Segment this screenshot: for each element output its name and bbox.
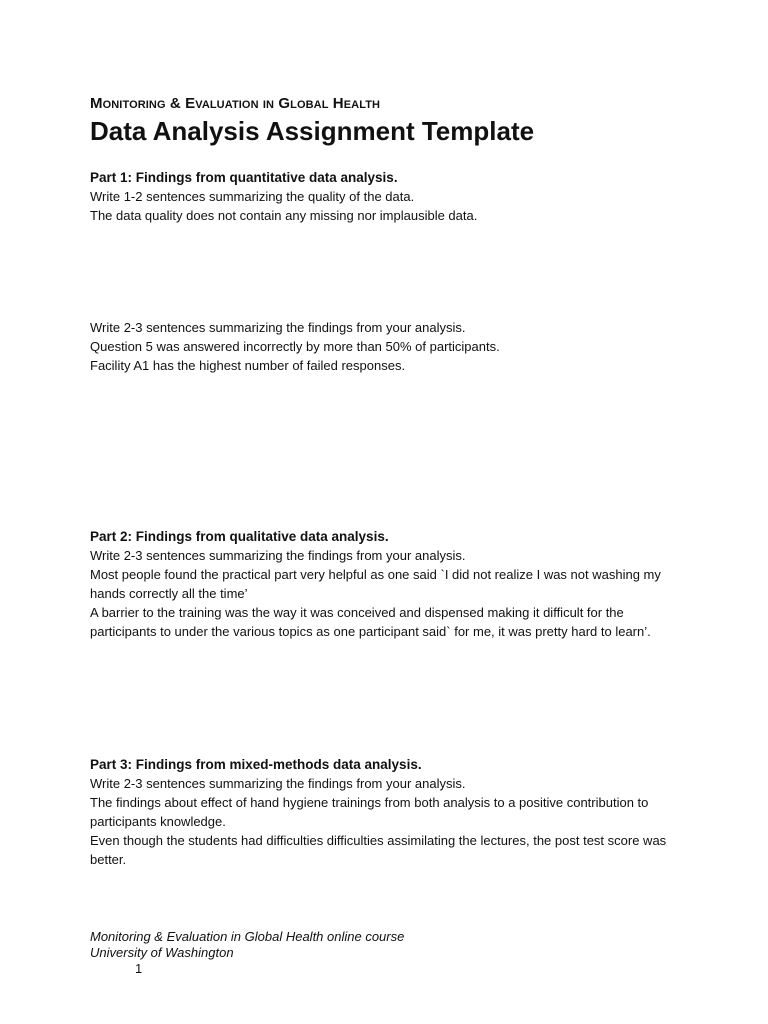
part3-prompt: Write 2-3 sentences summarizing the findings from your analysis. [90, 776, 466, 791]
part1-section [90, 168, 690, 225]
part1-quality-answer: The data quality does not contain any missing nor implausible data. [90, 208, 478, 223]
part1-quality-prompt: Write 1-2 sentences summarizing the quality of the data. [90, 189, 415, 204]
footer-course-line: Monitoring & Evaluation in Global Health online course [90, 929, 405, 944]
part1-heading: Part 1: Findings from quantitative data analysis. [90, 170, 398, 185]
part2-section [90, 527, 690, 641]
part1-findings-answer-1: Question 5 was answered incorrectly by more than 50% of participants. [90, 339, 500, 354]
part2-answer-1: Most people found the practical part very helpful as one said `I did not realize I was not washing my hands correctly all the time’ [90, 567, 661, 601]
part1-findings-section [90, 318, 690, 375]
part2-prompt: Write 2-3 sentences summarizing the findings from your analysis. [90, 548, 466, 563]
course-header: Monitoring & Evaluation in Global Health [90, 95, 381, 112]
footer-university-line: University of Washington [90, 945, 234, 960]
part1-findings-answer-2: Facility A1 has the highest number of failed responses. [90, 358, 406, 373]
page-footer [90, 929, 404, 961]
part2-answer-2: A barrier to the training was the way it was conceived and dispensed making it difficult for the participants to under the various topics as one participant said` for me, it was pretty hard to learn’. [90, 605, 651, 639]
part3-section [90, 755, 690, 869]
part3-heading: Part 3: Findings from mixed-methods data analysis. [90, 757, 422, 772]
page-number: 1 [135, 961, 143, 976]
part1-findings-prompt: Write 2-3 sentences summarizing the findings from your analysis. [90, 320, 466, 335]
document-title: Data Analysis Assignment Template [90, 116, 535, 146]
part2-heading: Part 2: Findings from qualitative data analysis. [90, 529, 389, 544]
part3-answer-1: The findings about effect of hand hygiene trainings from both analysis to a positive contribution to participants knowledge. [90, 795, 649, 829]
part3-answer-2: Even though the students had difficulties difficulties assimilating the lectures, the post test score was better. [90, 833, 667, 867]
